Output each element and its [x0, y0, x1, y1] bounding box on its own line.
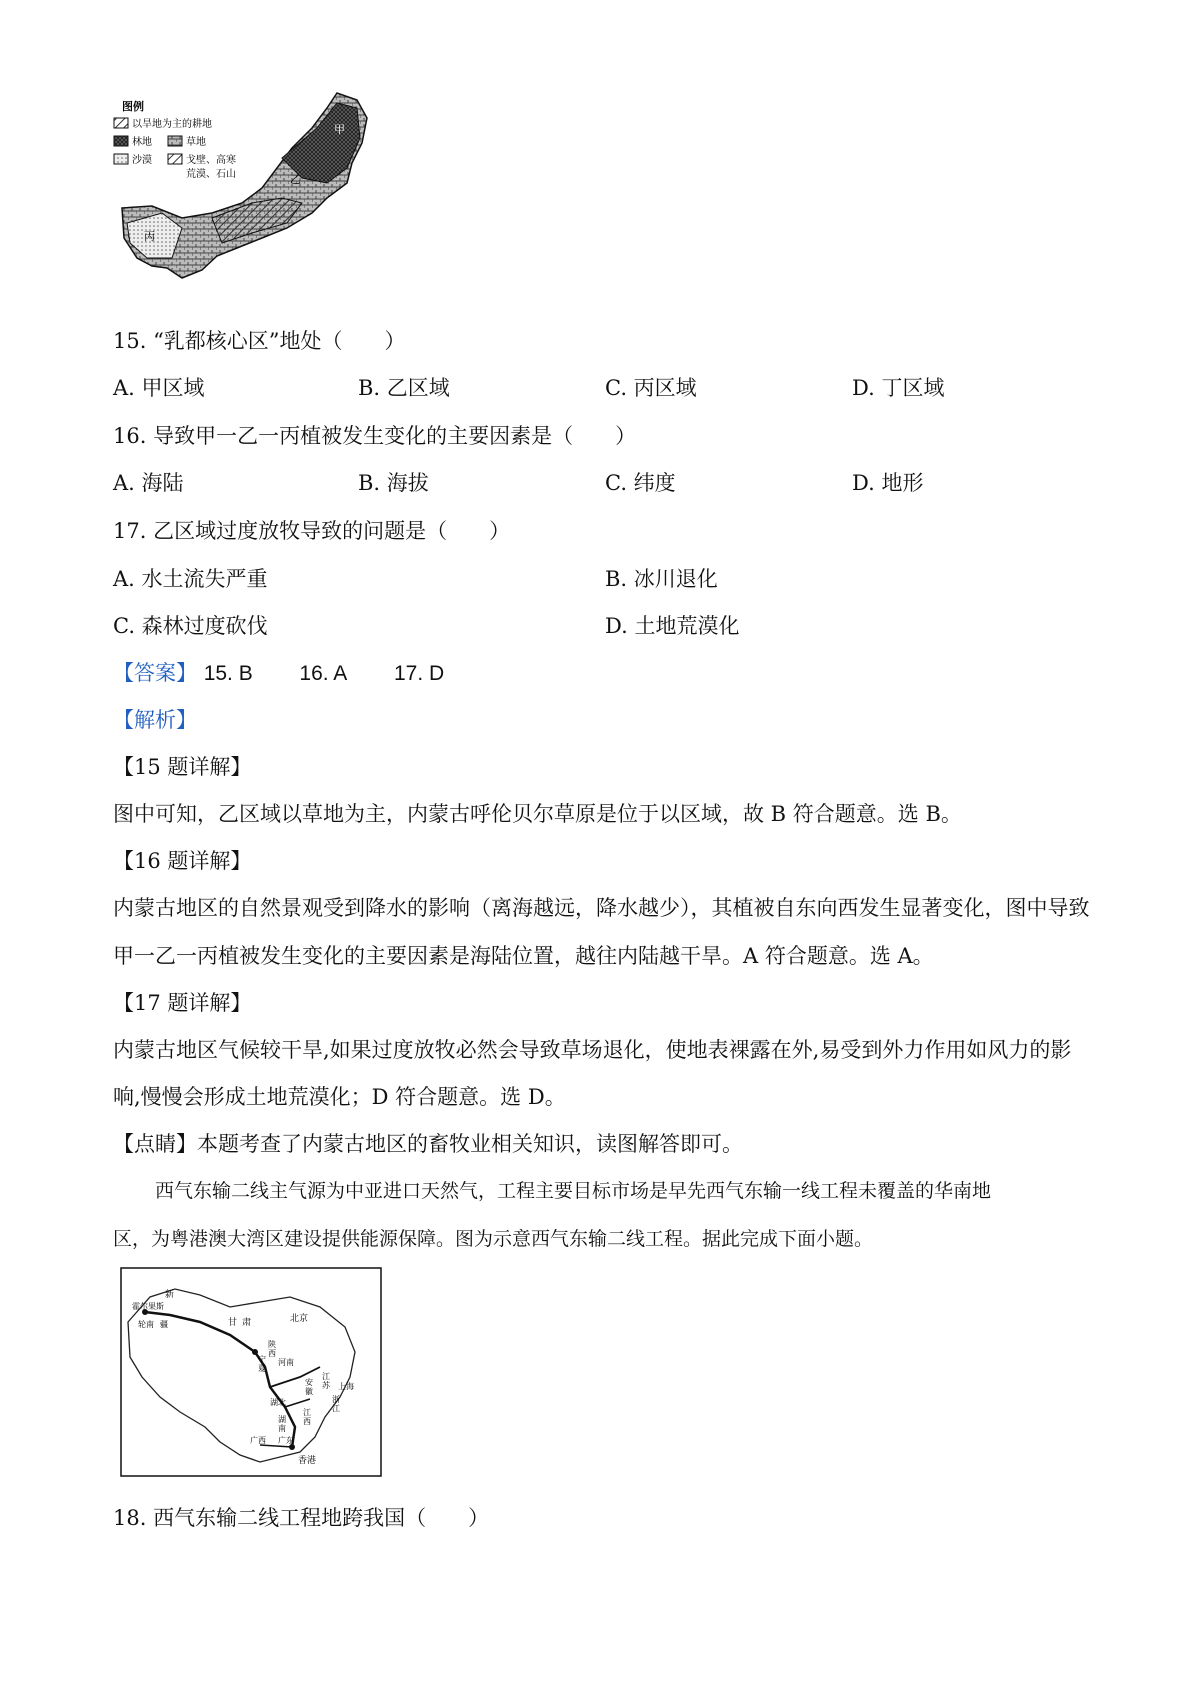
map2-label-zhe: 浙	[332, 1395, 340, 1404]
detail-16-line1: 内蒙古地区的自然景观受到降水的影响（离海越远，降水越少），其植被自东向西发生显著变化，图中导致	[113, 896, 1090, 920]
map2-label-nan: 南	[278, 1424, 286, 1433]
q16-option-c: C. 纬度	[605, 471, 676, 495]
detail-15-heading: 【15 题详解】	[113, 755, 252, 779]
legend-item-cropland: 以旱地为主的耕地	[132, 119, 212, 130]
q17-option-b: B. 冰川退化	[605, 567, 718, 591]
q15-option-c: C. 丙区域	[605, 376, 697, 400]
figure-pipeline-map	[120, 1267, 382, 1477]
legend-title: 图例	[122, 100, 144, 113]
question-15-stem: 15. “乳都核心区”地处（ ）	[113, 329, 406, 353]
q17-option-d: D. 土地荒漠化	[605, 614, 740, 638]
map2-label-jiang4: 江	[303, 1408, 311, 1417]
passage-line2: 区，为粤港澳大湾区建设提供能源保障。图为示意西气东输二线工程。据此完成下面小题。	[113, 1228, 874, 1250]
map2-label-beijing: 北京	[290, 1314, 309, 1324]
legend-item-grassland: 草地	[186, 137, 206, 148]
map2-label-shanghai: 上海	[338, 1382, 354, 1391]
q16-option-a: A. 海陆	[113, 471, 184, 495]
map2-label-xi2: 西	[303, 1417, 311, 1426]
question-17-stem: 17. 乙区域过度放牧导致的问题是（ ）	[113, 519, 511, 543]
map2-label-henan: 河南	[278, 1358, 294, 1367]
map2-label-shaan: 陕	[268, 1340, 276, 1349]
answer-label: 【答案】	[113, 661, 197, 685]
map-legend	[114, 99, 236, 180]
question-18-stem: 18. 西气东输二线工程地跨我国（ ）	[113, 1506, 490, 1530]
analysis-label: 【解析】	[113, 708, 197, 732]
legend-item-rocky: 荒漠、石山	[186, 169, 236, 180]
q16-option-d: D. 地形	[852, 471, 924, 495]
q15-option-a: A. 甲区域	[113, 376, 205, 400]
map2-label-xia: 夏	[258, 1364, 266, 1373]
detail-15-text: 图中可知，乙区域以草地为主，内蒙古呼伦贝尔草原是位于以区域，故 B 符合题意。选 B。	[113, 802, 962, 826]
answer-16: 16. A	[299, 662, 348, 685]
map2-label-su2: 苏	[322, 1381, 330, 1390]
answer-17: 17. D	[394, 662, 445, 685]
detail-16-heading: 【16 题详解】	[113, 849, 252, 873]
map2-label-jiang: 疆	[160, 1320, 168, 1329]
map2-label-hu: 湖	[278, 1415, 286, 1424]
legend-item-desert: 沙漠	[132, 155, 152, 166]
map2-label-xi: 西	[268, 1349, 276, 1358]
map2-label-hubei: 湖北	[270, 1398, 286, 1407]
q17-option-a: A. 水土流失严重	[113, 567, 268, 591]
legend-item-forest: 林地	[132, 137, 152, 148]
figure-inner-mongolia-map	[112, 88, 402, 298]
detail-17-line2: 响,慢慢会形成土地荒漠化；D 符合题意。选 D。	[113, 1085, 566, 1109]
map2-label-gan: 甘	[228, 1318, 238, 1328]
detail-17-heading: 【17 题详解】	[113, 991, 252, 1015]
detail-16-line2: 甲一乙一丙植被发生变化的主要因素是海陆位置，越往内陆越干旱。A 符合题意。选 A。	[113, 944, 934, 968]
map2-label-su: 肃	[242, 1318, 252, 1328]
map2-label-ning: 宁	[258, 1355, 266, 1364]
q17-option-c: C. 森林过度砍伐	[113, 614, 268, 638]
map2-label-hongkong: 香港	[298, 1456, 317, 1466]
answer-15: 15. B	[203, 662, 253, 685]
region-label-bing: 丙	[144, 230, 155, 243]
map2-label-horgos: 霍尔果斯	[132, 1302, 164, 1311]
comment-text: 【点睛】本题考查了内蒙古地区的畜牧业相关知识，读图解答即可。	[113, 1132, 743, 1156]
map2-label-jiang3: 江	[332, 1404, 340, 1413]
question-16-stem: 16. 导致甲一乙一丙植被发生变化的主要因素是（ ）	[113, 424, 637, 448]
map2-label-lunnan: 轮南	[138, 1320, 154, 1329]
map2-label-an: 安	[305, 1378, 313, 1387]
map2-label-jiang2: 江	[322, 1372, 330, 1381]
passage-line1: 西气东输二线主气源为中亚进口天然气，工程主要目标市场是早先西气东输一线工程未覆盖的华南地	[155, 1180, 992, 1202]
detail-17-line1: 内蒙古地区气候较干旱,如果过度放牧必然会导致草场退化，使地表裸露在外,易受到外力作用如风力的影	[113, 1038, 1072, 1062]
map2-label-hui: 徽	[305, 1387, 313, 1396]
legend-item-gobi: 戈壁、高寒	[186, 155, 236, 166]
region-label-yi: 乙	[290, 173, 301, 186]
answer-line	[113, 657, 444, 687]
map2-label-guangxi: 广西	[250, 1436, 266, 1445]
map2-label-guangdong: 广东	[278, 1436, 294, 1445]
map2-label-xin: 新	[165, 1290, 175, 1300]
q15-option-b: B. 乙区域	[358, 376, 450, 400]
region-label-jia: 甲	[334, 123, 345, 136]
q16-option-b: B. 海拔	[358, 471, 429, 495]
q15-option-d: D. 丁区域	[852, 376, 945, 400]
